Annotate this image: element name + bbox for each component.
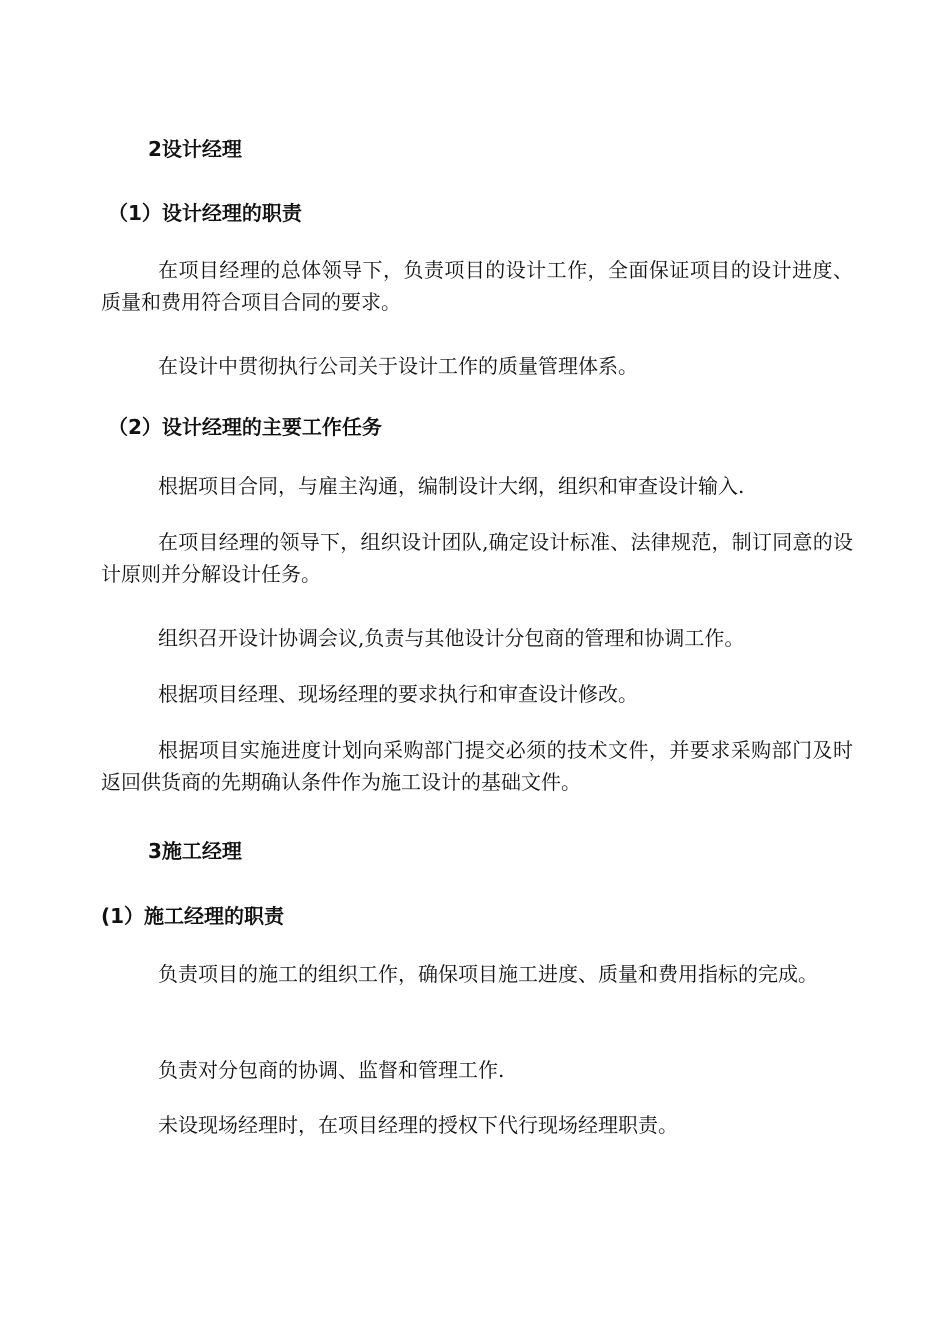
paragraph: 根据项目合同，与雇主沟通，编制设计大纲，组织和审查设计输入. bbox=[158, 474, 745, 498]
section-heading-2: 2设计经理 bbox=[148, 137, 242, 161]
paragraph: 在项目经理的领导下，组织设计团队,确定设计标准、法律规范，制订同意的设计原则并分解设计任务。 bbox=[101, 530, 853, 586]
paragraph: 在设计中贯彻执行公司关于设计工作的质量管理体系。 bbox=[158, 354, 638, 378]
paragraph: 负责对分包商的协调、监督和管理工作. bbox=[158, 1058, 505, 1082]
paragraph: 根据项目实施进度计划向采购部门提交必须的技术文件，并要求采购部门及时返回供货商的先期确认条件作为施工设计的基础文件。 bbox=[101, 738, 853, 794]
subsection-heading-2-2: （2）设计经理的主要工作任务 bbox=[108, 415, 382, 439]
paragraph: 在项目经理的总体领导下，负责项目的设计工作，全面保证项目的设计进度、质量和费用符合项目合同的要求。 bbox=[101, 258, 853, 314]
paragraph: 未设现场经理时，在项目经理的授权下代行现场经理职责。 bbox=[158, 1113, 678, 1137]
paragraph: 根据项目经理、现场经理的要求执行和审查设计修改。 bbox=[158, 682, 638, 706]
paragraph: 组织召开设计协调会议,负责与其他设计分包商的管理和协调工作。 bbox=[158, 626, 745, 650]
subsection-heading-3-1: (1）施工经理的职责 bbox=[101, 904, 285, 928]
subsection-heading-2-1: （1）设计经理的职责 bbox=[108, 201, 302, 225]
paragraph: 负责项目的施工的组织工作，确保项目施工进度、质量和费用指标的完成。 bbox=[158, 962, 818, 986]
section-heading-3: 3施工经理 bbox=[148, 839, 242, 863]
